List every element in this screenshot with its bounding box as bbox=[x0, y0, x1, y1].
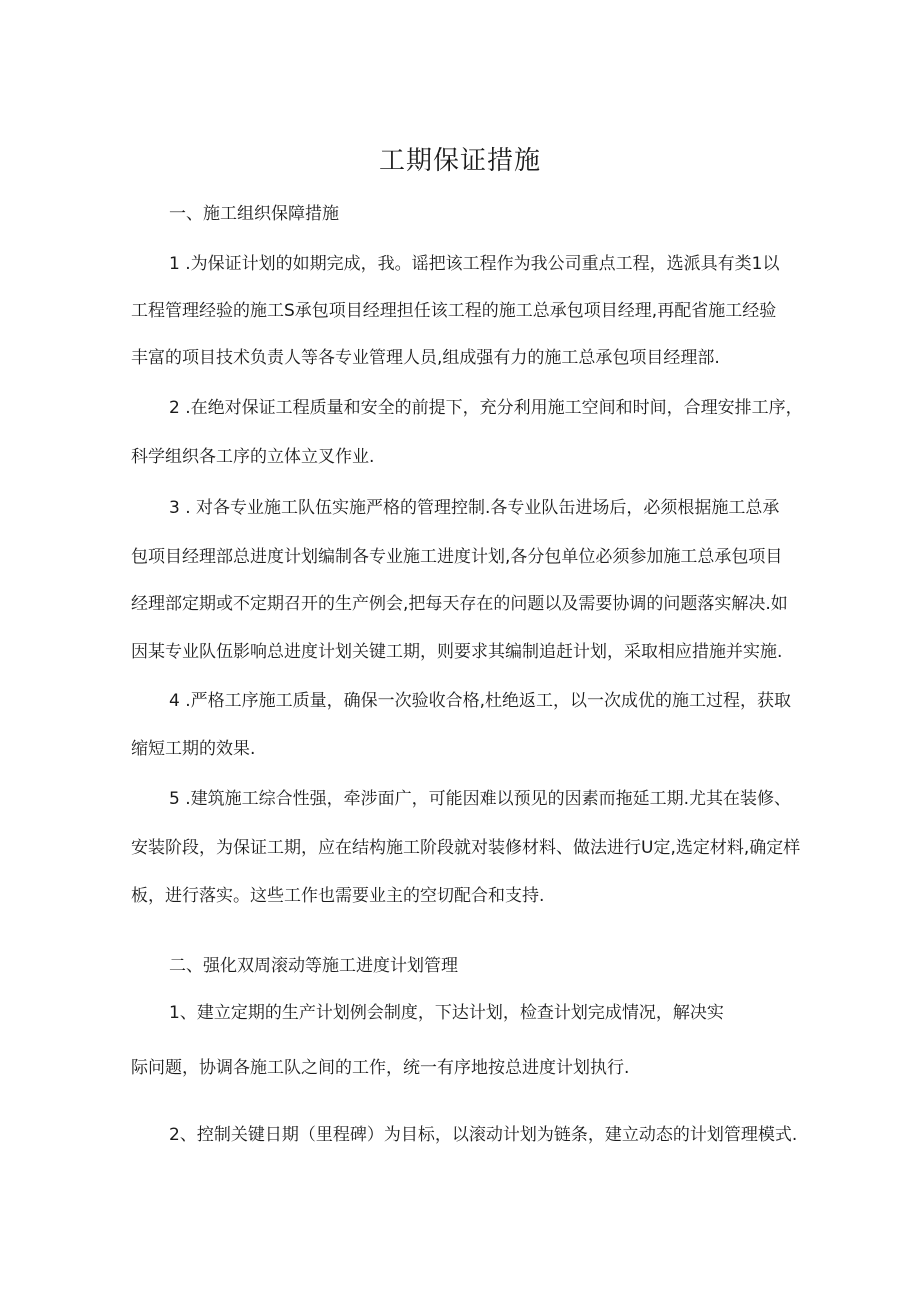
paragraph-line: 包项目经理部总进度计划编制各专业施工进度计划,各分包单位必须参加施工总承包项目 bbox=[131, 547, 783, 567]
paragraph-line: 1 .为保证计划的如期完成，我。谣把该工程作为我公司重点工程，选派具有类1以 bbox=[169, 254, 780, 274]
paragraph-line: 经理部定期或不定期召开的生产例会,把每天存在的问题以及需要协调的问题落实解决.如 bbox=[131, 594, 788, 614]
section-heading: 二、强化双周滚动等施工进度计划管理 bbox=[169, 956, 458, 976]
paragraph-line: 5 .建筑施工综合性强，牵涉面广，可能因难以预见的因素而拖延工期.尤其在装修、 bbox=[169, 789, 792, 809]
paragraph-line: 2、控制关键日期（里程碑）为目标，以滚动计划为链条，建立动态的计划管理模式. bbox=[169, 1125, 798, 1145]
section-heading: 一、施工组织保障措施 bbox=[169, 204, 339, 224]
paragraph-line: 安装阶段，为保证工期，应在结构施工阶段就对装修材料、做法进行U定,选定材料,确定样 bbox=[131, 838, 801, 858]
paragraph-line: 科学组织各工序的立体立叉作业. bbox=[131, 447, 375, 467]
paragraph-line: 4 .严格工序施工质量，确保一次验收合格,杜绝返工，以一次成优的施工过程，获取 bbox=[169, 691, 792, 711]
paragraph-line: 工程管理经验的施工S承包项目经理担任该工程的施工总承包项目经理,再配省施工经验 bbox=[131, 301, 777, 321]
paragraph-line: 缩短工期的效果. bbox=[131, 739, 256, 759]
paragraph-line: 因某专业队伍影响总进度计划关键工期，则要求其编制追赶计划，采取相应措施并实施. bbox=[131, 642, 783, 662]
paragraph-line: 丰富的项目技术负责人等各专业管理人员,组成强有力的施工总承包项目经理部. bbox=[131, 348, 720, 368]
paragraph-line: 3 . 对各专业施工队伍实施严格的管理控制.各专业队缶进场后，必须根据施工总承 bbox=[169, 498, 780, 518]
paragraph-line: 板，进行落实。这些工作也需要业主的空切配合和支持. bbox=[131, 886, 545, 906]
paragraph-line: 1、建立定期的生产计划例会制度，下达计划，检查计划完成情况，解决实 bbox=[169, 1003, 724, 1023]
paragraph-line: 际问题，协调各施工队之间的工作，统一有序地按总进度计划执行. bbox=[131, 1058, 630, 1078]
page-title: 工期保证措施 bbox=[378, 146, 541, 176]
paragraph-line: 2 .在绝对保证工程质量和安全的前提下，充分利用施工空间和时间，合理安排工序， bbox=[169, 398, 803, 418]
